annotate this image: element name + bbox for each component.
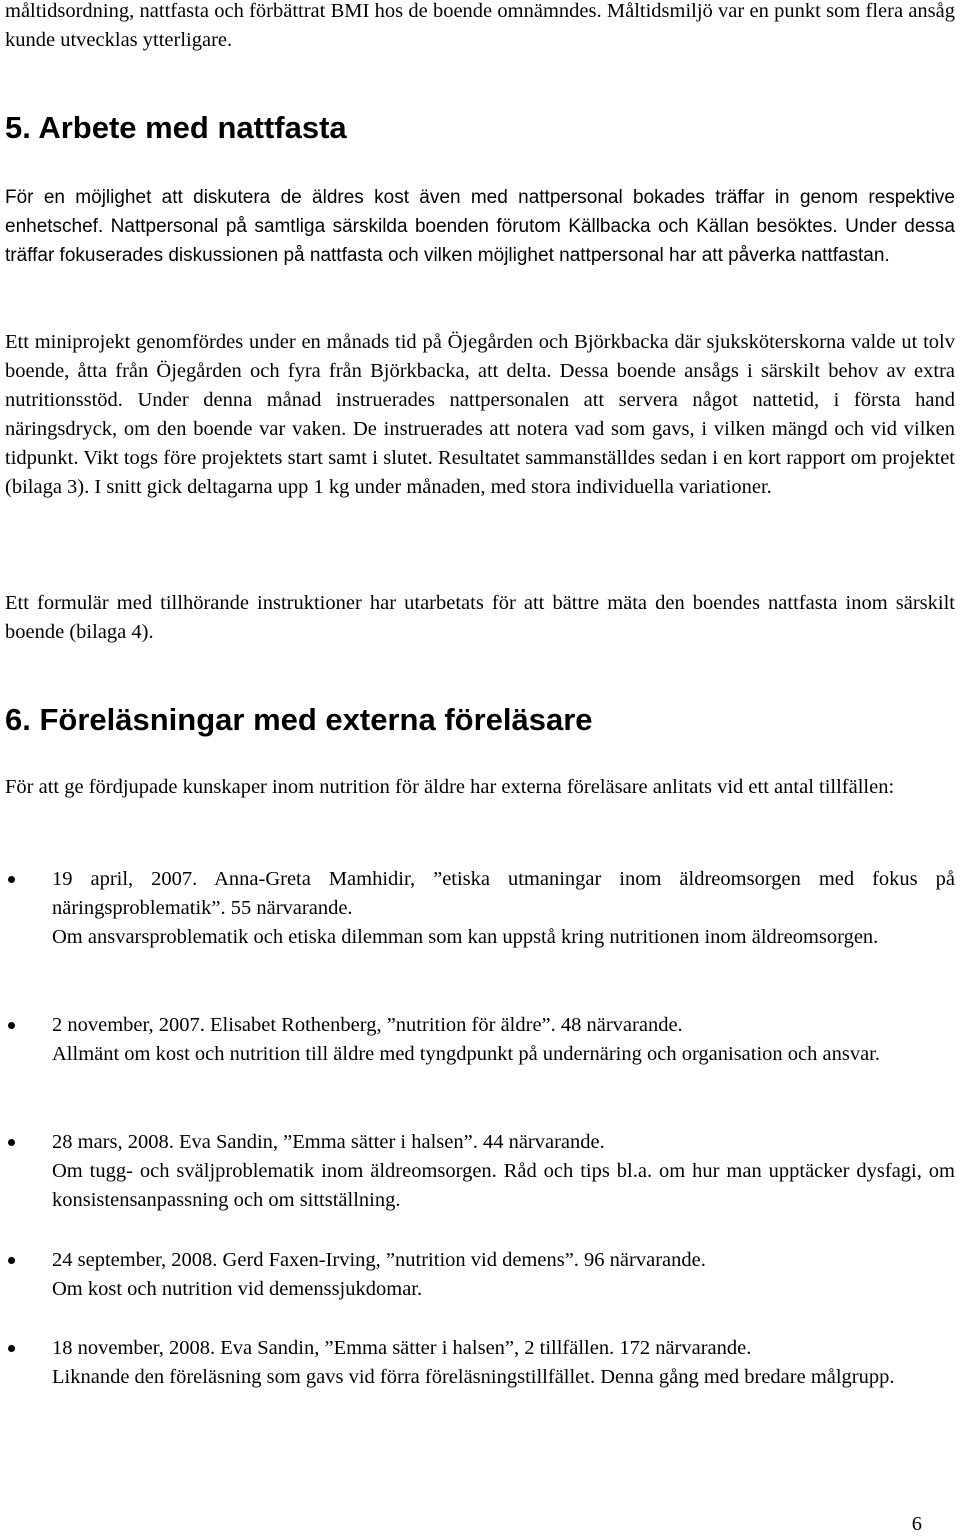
lecture-text — [52, 1128, 955, 1215]
lecture-summary: 28 mars, 2008. Eva Sandin, ”Emma sätter i halsen”. 44 närvarande. — [52, 1131, 605, 1153]
lecture-text — [52, 1011, 955, 1069]
lecture-summary: 19 april, 2007. Anna-Greta Mamhidir, ”etiska utmaningar inom äldreomsorgen med fokus på näringsproblematik”. 55 närvarande. — [52, 868, 955, 919]
lecture-text — [52, 865, 955, 952]
bullet-icon — [8, 1022, 15, 1029]
section-6-intro: För att ge fördjupade kunskaper inom nutrition för äldre har externa föreläsare anlitats vid ett antal tillfällen: — [5, 776, 895, 798]
lecture-text — [52, 1246, 955, 1304]
section-5-paragraph-1: För en möjlighet att diskutera de äldres kost även med nattpersonal bokades träffar in genom respektive enhetschef. Nattpersonal på samtliga särskilda boenden förutom Källbacka och Källan besöktes. Under dessa träffar fokuserades diskussionen på nattfasta och vilken möjlighet nattpersonal har att påverka nattfastan. — [5, 187, 955, 266]
lecture-summary: 24 september, 2008. Gerd Faxen-Irving, ”nutrition vid demens”. 96 närvarande. — [52, 1249, 706, 1271]
lecture-description: Om ansvarsproblematik och etiska dilemman som kan uppstå kring nutritionen inom äldreomsorgen. — [52, 926, 879, 948]
section-5-paragraph-2: Ett miniprojekt genomfördes under en månads tid på Öjegården och Björkbacka där sjuksköterskorna valde ut tolv boende, åtta från Öjegården och fyra från Björkbacka, att delta. Dessa boende ansågs i särskilt behov av extra nutritionsstöd. Under denna månad instruerades nattpersonalen att servera något nattetid, i första hand näringsdryck, om den boende var vaken. De instruerades att notera vad som gavs, i vilken mängd och vid vilken tidpunkt. Vikt togs före projektets start samt i slutet. Resultatet sammanställdes sedan i en kort rapport om projektet (bilaga 3). I snitt gick deltagarna upp 1 kg under månaden, med stora individuella variationer. — [5, 331, 955, 498]
section-5-heading: 5. Arbete med nattfasta — [5, 110, 347, 145]
section-5-paragraph-3: Ett formulär med tillhörande instruktioner har utarbetats för att bättre mäta den boendes nattfasta inom särskilt boende (bilaga 4). — [5, 592, 955, 643]
lecture-summary: 2 november, 2007. Elisabet Rothenberg, ”nutrition för äldre”. 48 närvarande. — [52, 1014, 683, 1036]
bullet-icon — [8, 876, 15, 883]
bullet-icon — [8, 1257, 15, 1264]
bullet-icon — [8, 1139, 15, 1146]
fragment-paragraph: måltidsordning, nattfasta och förbättrat BMI hos de boende omnämndes. Måltidsmiljö var en punkt som flera ansåg kunde utvecklas ytterligare. — [5, 0, 955, 51]
lecture-description: Liknande den föreläsning som gavs vid förra föreläsningstillfället. Denna gång med bredare målgrupp. — [52, 1366, 895, 1388]
lecture-summary: 18 november, 2008. Eva Sandin, ”Emma sätter i halsen”, 2 tillfällen. 172 närvarande. — [52, 1337, 752, 1359]
section-6-heading: 6. Föreläsningar med externa föreläsare — [5, 702, 593, 737]
bullet-icon — [8, 1345, 15, 1352]
page-number: 6 — [911, 1513, 922, 1535]
lecture-description: Om kost och nutrition vid demenssjukdomar. — [52, 1278, 423, 1300]
lecture-description: Om tugg- och sväljproblematik inom äldreomsorgen. Råd och tips bl.a. om hur man upptäcker dysfagi, om konsistensanpassning och om sittställning. — [52, 1160, 955, 1211]
lecture-description: Allmänt om kost och nutrition till äldre med tyngdpunkt på undernäring och organisation och ansvar. — [52, 1043, 881, 1065]
lecture-text — [52, 1334, 955, 1392]
